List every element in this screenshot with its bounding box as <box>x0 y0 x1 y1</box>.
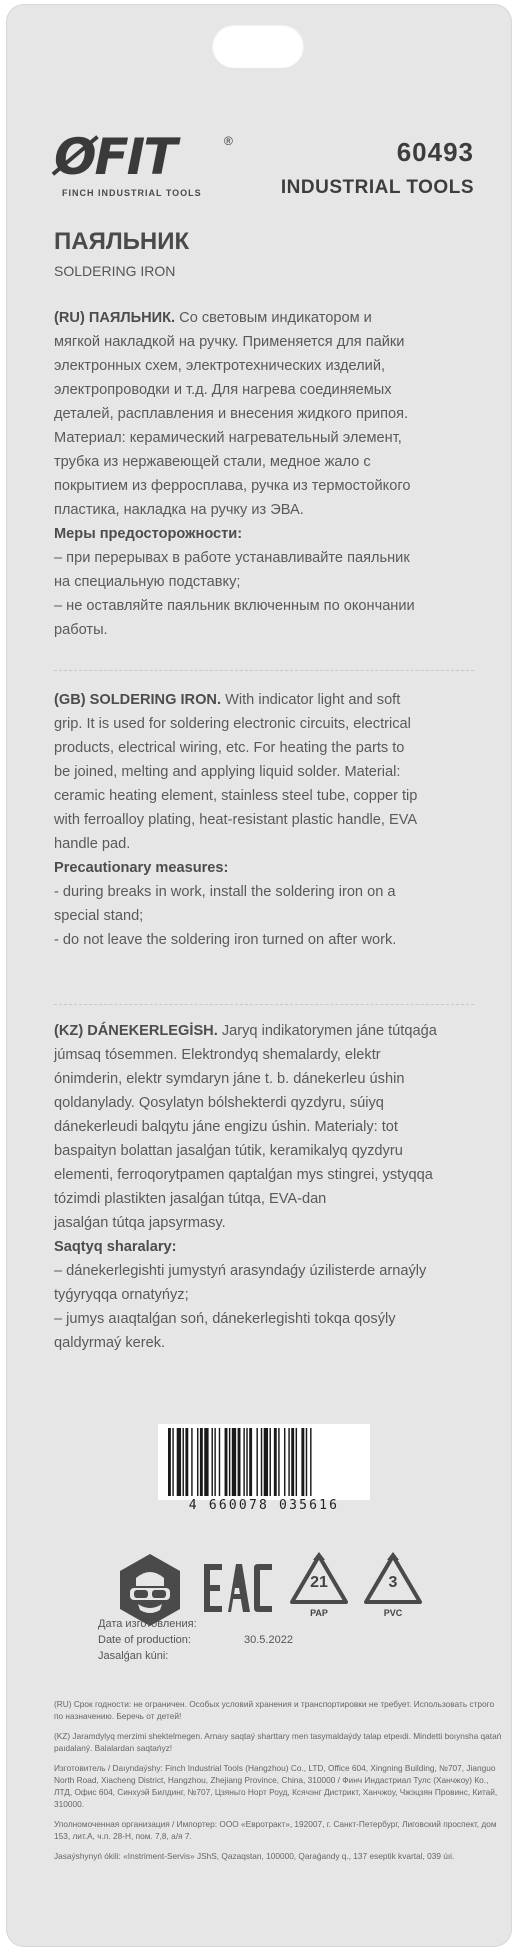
section-divider <box>54 1004 474 1005</box>
description-line: Материал: керамический нагревательный элемент, <box>54 430 402 446</box>
recycle-label: PVC <box>383 1608 403 1618</box>
recycle-mark-pvc <box>362 1552 424 1622</box>
product-title-en: SOLDERING IRON <box>54 263 176 279</box>
description-line: elementi, ferroqorytpamen qaptalǵan mys stingrei, ystyqqa <box>54 1167 433 1183</box>
barcode-bar <box>183 1428 184 1496</box>
manufacturer-info: Изготовитель / Daıyndaýshy: Finch Industrial Tools (Hangzhou) Co., LTD, Office 604, Xingning Building, №707, Jianguo North Road, Xiacheng District, Hangzhou, Zhejiang Province, China, 310000 / Финч Индастриал Тулс (Ханчжоу) Ко., ЛТД, Офис 604, Синхуэй Билдинг, №707, Цзяньго Норт Роуд, Ксячэнг Дистрикт, Ханчжоу, Чжэцзян Провинс, Китай, 310000. <box>54 1763 498 1809</box>
importer-info: Уполномоченная организация / Импортер: ООО «Евротракт», 192007, г. Санкт-Петербург, Лиговский проспект, дом 153, лит.А, ч.п. 28-Н, пом. 7,8, а/я 7. <box>54 1819 497 1841</box>
description-kz-heading: (KZ) DÁNEKERLEGİSH. <box>54 1023 218 1039</box>
barcode-bar <box>243 1428 244 1496</box>
description-line: Со световым индикатором и <box>175 310 372 326</box>
barcode-bar <box>291 1428 294 1496</box>
precautions-heading-ru: Меры предосторожности: <box>54 526 243 542</box>
production-row <box>98 1616 438 1632</box>
registered-mark: ® <box>224 134 233 148</box>
precautions-heading-gb: Precautionary measures: <box>54 860 229 876</box>
hang-hole <box>212 24 304 68</box>
barcode-bar <box>264 1428 268 1496</box>
description-line: Jaryq indikatorymen jáne tútqaǵa <box>217 1023 437 1039</box>
description-line: трубка из нержавеющей стали, медное жало с <box>54 454 371 470</box>
eac-icon <box>202 1560 274 1616</box>
precaution-line: tyǵyryqqa ornatyńyz; <box>54 1287 189 1303</box>
barcode-bar <box>306 1428 307 1496</box>
description-line: покрытием из ферросплава, ручка из термостойкого <box>54 478 411 494</box>
barcode-bar <box>197 1428 198 1496</box>
description-line: júmsaq tósemmen. Elektrondyq shemalardy, elektr <box>54 1047 381 1063</box>
description-line: электронных схем, электротехнических изделий, <box>54 358 386 374</box>
barcode-bar <box>274 1428 277 1496</box>
description-line: be joined, melting and applying liquid solder. Material: <box>54 764 401 780</box>
precaution-line: – при перерывах в работе устанавливайте паяльник <box>54 550 410 566</box>
barcode-bar <box>225 1428 228 1496</box>
fine-print <box>54 1698 504 1870</box>
brand-logo <box>54 128 234 198</box>
description-line: пластика, накладка на ручку из ЭВА. <box>54 502 304 518</box>
precaution-line: - do not leave the soldering iron turned on after work. <box>54 932 397 948</box>
production-label: Дата изготовления: <box>98 1618 197 1630</box>
production-date-table <box>98 1616 438 1664</box>
precaution-line: - during breaks in work, install the soldering iron on a <box>54 884 396 900</box>
description-line: dánekerleudi balqytu jáne engizu úshin. Materialy: tot <box>54 1119 398 1135</box>
barcode-bar <box>214 1428 215 1496</box>
precaution-line: работы. <box>54 622 108 638</box>
precaution-line: на специальную подставку; <box>54 574 241 590</box>
barcode-bar <box>278 1428 279 1496</box>
kz-representative-info: Jasaýshynyń ókili: «Instriment-Servis» JShS, Qazaqstan, 100000, Qaraǵandy q., 137 eseptik kvartal, 039 úıi. <box>54 1851 455 1861</box>
barcode-bar <box>301 1428 304 1496</box>
barcode-bar <box>229 1428 230 1496</box>
recycle-label: PAP <box>310 1608 328 1618</box>
barcode-bar <box>191 1428 192 1496</box>
recycle-mark-pap <box>288 1552 350 1622</box>
description-line: ceramic heating element, stainless steel tube, copper tip <box>54 788 418 804</box>
description-line: handle pad. <box>54 836 131 852</box>
production-label: Date of production: <box>98 1634 191 1646</box>
barcode-bar <box>177 1428 181 1496</box>
description-line: qoldanylady. Qosylatyn bólshekterdi qyzdyru, súiyq <box>54 1095 384 1111</box>
barcode-bar <box>168 1428 171 1496</box>
barcode-bar <box>284 1428 285 1496</box>
barcode <box>158 1424 370 1516</box>
barcode-bar <box>232 1428 236 1496</box>
description-line: grip. It is used for soldering electronic circuits, electrical <box>54 716 411 732</box>
description-line: электропроводки и т.д. Для нагрева соединяемых <box>54 382 392 398</box>
recycle-number: 21 <box>310 1574 328 1591</box>
storage-kz: (KZ) Jaramdylyq merzimi shektelmegen. Arnaıy saqtaý sharttary men tasymaldaýdy talap etpeıdi. Mindetti boıynsha qatań paıdalaný. Balalardan saqtańyz! <box>54 1731 502 1753</box>
barcode-bar <box>249 1428 252 1496</box>
article-number: 60493 <box>396 137 474 167</box>
precaution-line: – не оставляйте паяльник включенным по окончании <box>54 598 415 614</box>
logo-wordmark: ØFIT <box>54 128 176 186</box>
production-row <box>98 1648 438 1664</box>
description-line: ónimderin, elektr symdaryn jáne t. b. dánekerleu úshin <box>54 1071 405 1087</box>
description-gb-heading: (GB) SOLDERING IRON. <box>54 692 222 708</box>
description-kz <box>54 1019 494 1355</box>
barcode-bar <box>246 1428 247 1496</box>
description-line: products, electrical wiring, etc. For heating the parts to <box>54 740 405 756</box>
barcode-bar <box>238 1428 241 1496</box>
barcode-bar <box>200 1428 203 1496</box>
description-line: мягкой накладкой на ручку. Применяется для пайки <box>54 334 405 350</box>
barcode-bar <box>219 1428 220 1496</box>
barcode-bar <box>270 1428 271 1496</box>
precaution-line: – dánekerlegishti jumystyń arasyndaǵy úzilisterde arnaýly <box>54 1263 427 1279</box>
precautions-heading-kz: Saqtyq sharalary: <box>54 1239 177 1255</box>
barcode-digits: 4 660078 035616 <box>188 1498 340 1513</box>
barcode-bar <box>172 1428 173 1496</box>
barcode-bar <box>185 1428 188 1496</box>
precaution-line: qaldyrmaý kerek. <box>54 1335 166 1351</box>
description-line: with ferroalloy plating, heat-resistant plastic handle, EVA <box>54 812 418 828</box>
description-ru-heading: (RU) ПАЯЛЬНИК. <box>54 310 176 326</box>
barcode-bar <box>212 1428 213 1496</box>
description-line: With indicator light and soft <box>221 692 401 708</box>
description-line: деталей, расплавления и внесения жидкого припоя. <box>54 406 409 422</box>
product-title-ru: ПАЯЛЬНИК <box>54 228 190 255</box>
packaging-card <box>6 4 512 1947</box>
barcode-bar <box>256 1428 257 1496</box>
precaution-line: – jumys aıaqtalǵan soń, dánekerlegishti tokqa qosýly <box>54 1311 396 1327</box>
description-line: tózimdi plastikten jasalǵan tútqa, EVA-dan <box>54 1191 327 1207</box>
production-label: Jasalǵan kúni: <box>98 1650 169 1662</box>
barcode-bar <box>296 1428 297 1496</box>
storage-ru: (RU) Срок годности: не ограничен. Особых условий хранения и транспортировки не требует. Использовать строго по назначению. Беречь от детей! <box>54 1699 495 1721</box>
barcode-bar <box>288 1428 289 1496</box>
description-line: baspaityn bolattan jasalǵan tútik, keramikalyq qyzdyru <box>54 1143 403 1159</box>
production-row <box>98 1632 438 1648</box>
barcode-bar <box>310 1428 311 1496</box>
barcode-bar <box>261 1428 262 1496</box>
description-line: jasalǵan tútqa japsyrmasy. <box>54 1215 226 1231</box>
recycle-number: 3 <box>388 1574 398 1591</box>
barcode-bar <box>204 1428 208 1496</box>
eac-mark <box>202 1560 274 1616</box>
description-gb <box>54 688 494 952</box>
section-divider <box>54 670 474 671</box>
barcode-bars <box>158 1424 370 1500</box>
description-ru <box>54 306 494 642</box>
production-value: 30.5.2022 <box>244 1634 293 1646</box>
precaution-line: special stand; <box>54 908 144 924</box>
article-category: INDUSTRIAL TOOLS <box>280 177 474 198</box>
logo-subtitle: FINCH INDUSTRIAL TOOLS <box>62 188 202 198</box>
